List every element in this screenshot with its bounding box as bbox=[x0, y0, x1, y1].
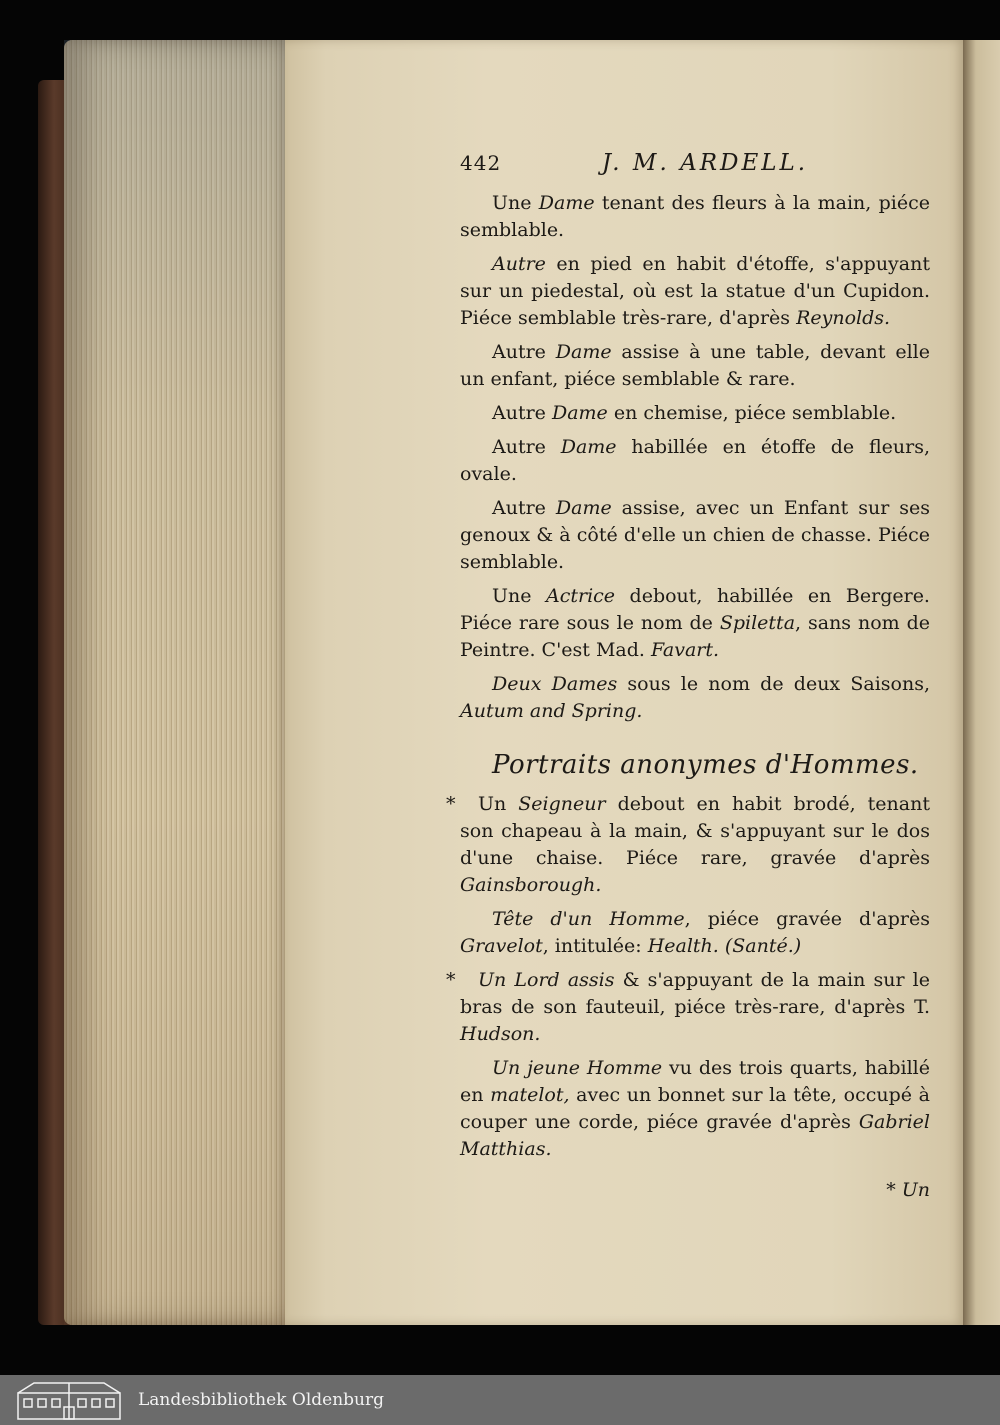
section-title: Portraits anonymes d'Hommes. bbox=[492, 750, 919, 780]
entry-italic-text: Dame bbox=[555, 341, 612, 363]
entry-text: Autre bbox=[492, 497, 556, 519]
entry-italic-text: Spiletta bbox=[719, 612, 796, 634]
entry-text: Autre bbox=[492, 436, 561, 458]
entries-women bbox=[460, 190, 930, 725]
asterisk-marker: * bbox=[446, 793, 456, 815]
entry-text: vu des trois quarts, habillé en bbox=[460, 1057, 931, 1106]
catalog-entry bbox=[446, 791, 930, 899]
entry-text: en pied en habit d'étoffe, s'appuyant sur un piedestal, où est la statue d'un Cupidon. Piéce semblable très-rare, d'après bbox=[460, 253, 930, 329]
entry-text: Autre bbox=[492, 341, 556, 363]
library-building-icon bbox=[14, 1379, 124, 1421]
page-text bbox=[446, 150, 931, 1204]
asterisk-marker: * bbox=[446, 969, 456, 991]
entries-men bbox=[446, 791, 931, 1163]
entry-italic-text: Health. (Santé.) bbox=[647, 935, 802, 957]
entry-italic-text: matelot, bbox=[490, 1084, 570, 1106]
entry-italic-text: Gainsborough. bbox=[460, 874, 602, 896]
book-page-edges bbox=[64, 40, 289, 1325]
entry-text: debout en habit brodé, tenant son chapeau à la main, & s'appuyant sur le dos d'une chaise. Piéce rare, gravée d'après bbox=[460, 793, 930, 869]
entry-italic-text: Dame bbox=[538, 192, 595, 214]
catalog-entry bbox=[460, 339, 930, 393]
entry-italic-text: Reynolds. bbox=[796, 307, 891, 329]
entry-italic-text: Gravelot bbox=[460, 935, 543, 957]
running-head bbox=[460, 150, 930, 190]
catalog-entry bbox=[460, 400, 930, 427]
entry-text: tenant des fleurs à la main, piéce semblable. bbox=[460, 192, 930, 241]
library-name: Landesbibliothek Oldenburg bbox=[138, 1390, 385, 1410]
entry-italic-text: Deux Dames bbox=[492, 673, 618, 695]
entry-text: assise à une table, devant elle un enfant, piéce semblable & rare. bbox=[460, 341, 930, 390]
catalog-entry bbox=[460, 434, 930, 488]
entry-text: , piéce gravée d'après bbox=[684, 908, 931, 930]
catchword: * Un bbox=[886, 1179, 930, 1201]
entry-text: , sans nom de Peintre. C'est Mad. bbox=[460, 612, 930, 661]
entry-italic-text: Hudson. bbox=[460, 1023, 541, 1045]
entry-italic-text: Tête d'un Homme bbox=[492, 908, 685, 930]
entry-italic-text: Seigneur bbox=[518, 793, 606, 815]
entry-text: Une bbox=[492, 585, 546, 607]
entry-italic-text: Autum and Spring. bbox=[460, 700, 643, 722]
entry-text: Autre bbox=[492, 402, 552, 424]
footer-bar bbox=[0, 1375, 1000, 1425]
catalog-entry bbox=[460, 1055, 930, 1163]
entry-text: Une bbox=[492, 192, 539, 214]
entry-text: Un bbox=[478, 793, 519, 815]
entry-italic-text: Un jeune Homme bbox=[492, 1057, 663, 1079]
catalog-entry bbox=[460, 906, 930, 960]
facing-page-edge bbox=[963, 40, 1000, 1325]
entry-text: avec un bonnet sur la tête, occupé à couper une corde, piéce gravée d'après bbox=[460, 1084, 930, 1133]
entry-italic-text: Autre bbox=[492, 253, 546, 275]
entry-italic-text: Dame bbox=[555, 497, 612, 519]
catalog-entry bbox=[460, 671, 930, 725]
page-number: 442 bbox=[460, 151, 502, 175]
entry-italic-text: Dame bbox=[551, 402, 608, 424]
catalog-entry bbox=[460, 583, 930, 664]
entry-text: sous le nom de deux Saisons, bbox=[617, 673, 930, 695]
catalog-entry bbox=[460, 251, 930, 332]
catalog-entry bbox=[460, 495, 930, 576]
catalog-entry bbox=[446, 967, 930, 1048]
entry-text: habillée en étoffe de fleurs, ovale. bbox=[460, 436, 930, 485]
catalog-entry bbox=[460, 190, 930, 244]
entry-text: , intitulée: bbox=[542, 935, 648, 957]
entry-italic-text: Dame bbox=[560, 436, 617, 458]
entry-italic-text: Gabriel Matthias. bbox=[460, 1111, 930, 1160]
running-title: J. M. ARDELL. bbox=[601, 150, 809, 176]
entry-text: assise, avec un Enfant sur ses genoux & à côté d'elle un chien de chasse. Piéce semblable. bbox=[460, 497, 930, 573]
entry-text: debout, habillée en Bergere. Piéce rare sous le nom de bbox=[460, 585, 930, 634]
entry-text: & s'appuyant de la main sur le bras de son fauteuil, piéce très-rare, d'après T. bbox=[460, 969, 930, 1018]
entry-text: en chemise, piéce semblable. bbox=[607, 402, 897, 424]
entry-italic-text: Actrice bbox=[546, 585, 616, 607]
entry-italic-text: Favart. bbox=[650, 639, 720, 661]
entry-italic-text: Un Lord assis bbox=[478, 969, 615, 991]
